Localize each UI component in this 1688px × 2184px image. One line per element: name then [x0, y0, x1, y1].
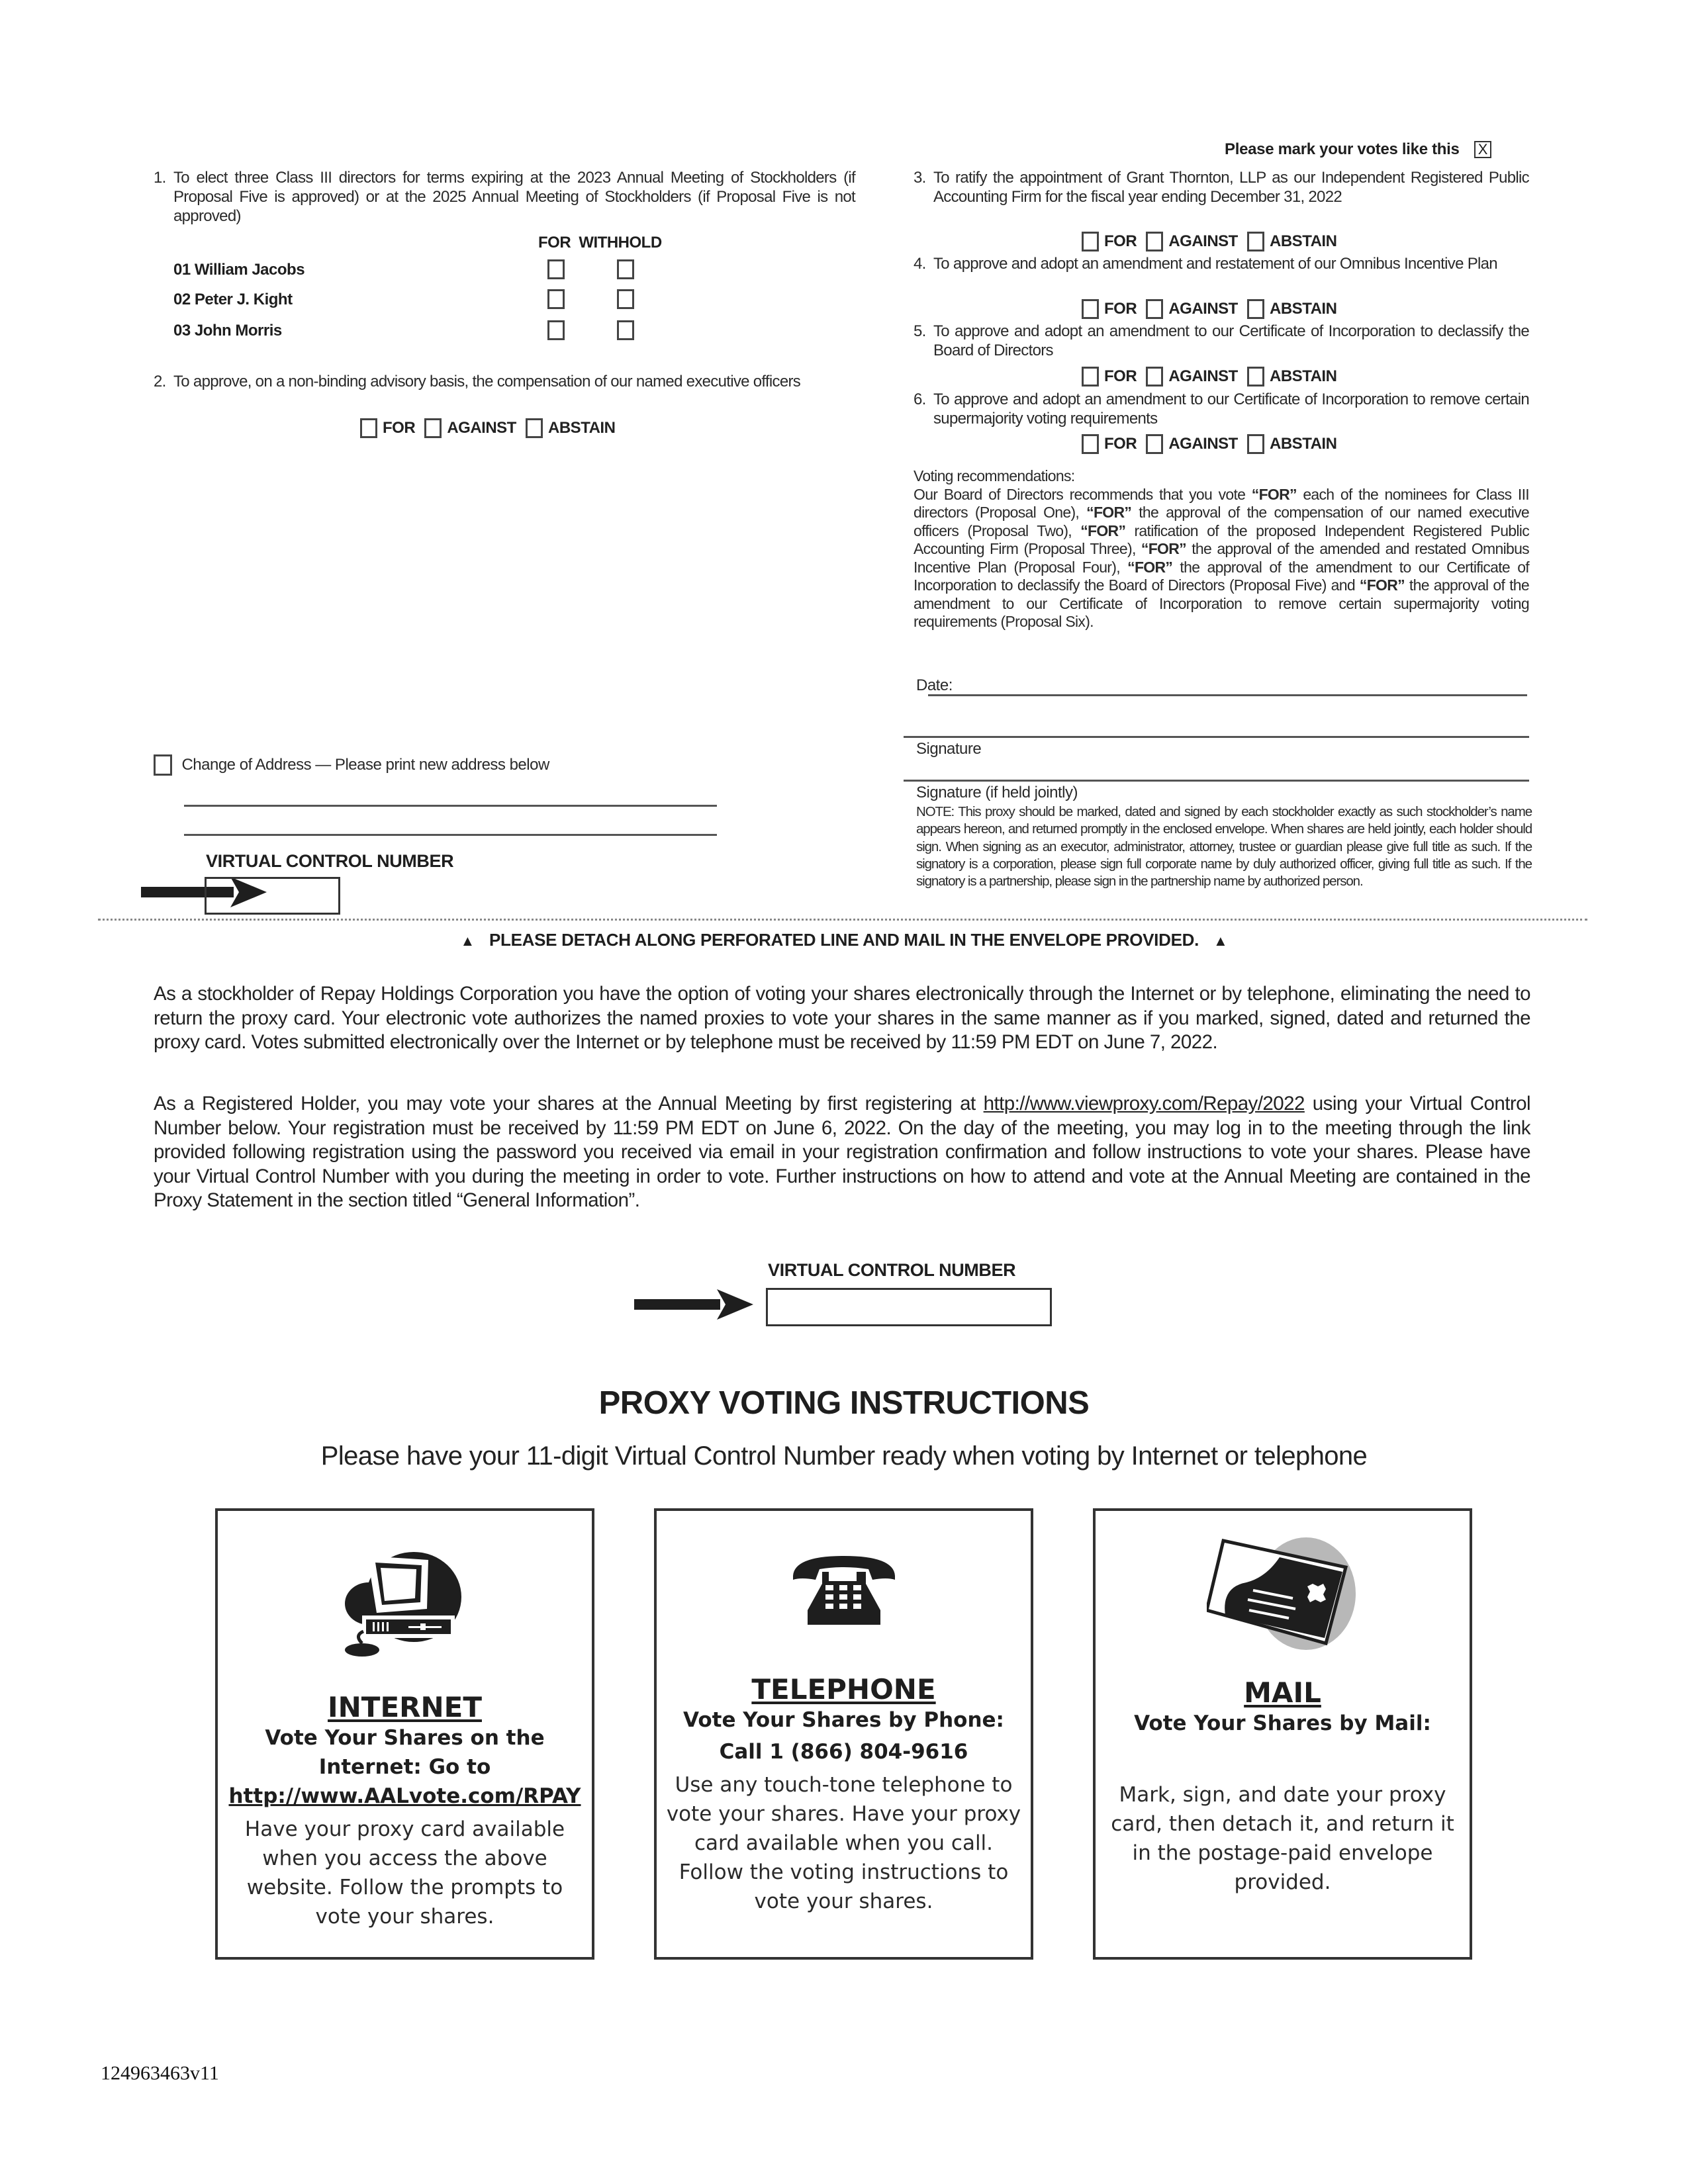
nominee-withhold-checkbox[interactable]: [617, 320, 634, 340]
proposal-text: To ratify the appointment of Grant Thornton, LLP as our Independent Registered Public Accounting Firm for the fiscal year ending December 31, 2022: [933, 169, 1529, 206]
date-label: Date:: [916, 676, 953, 694]
nominee-for-checkbox[interactable]: [547, 259, 565, 279]
nominee-label: 02 Peter J. Kight: [173, 291, 293, 308]
proposal-6: [914, 390, 1529, 428]
mail-envelope-icon: [1207, 1531, 1359, 1650]
info-paragraph-electronic-voting: As a stockholder of Repay Holdings Corporation you have the option of voting your shares electronically through the Internet or by telephone, eliminating the need to return the proxy card. Your electronic vote authorizes the named proxies to vote your shares in the same manner as if you marked, signed, dated and returned the proxy card. Votes submitted electronically over the Internet or by telephone must be received by 11:59 PM EDT on June 7, 2022.: [154, 983, 1530, 1053]
internet-subtitle: Vote Your Shares on the Internet: Go to: [265, 1726, 545, 1779]
proposal-2-vote-options: FOR AGAINST ABSTAIN: [357, 418, 618, 438]
vote-abstain-checkbox[interactable]: [526, 418, 543, 438]
column-withhold: WITHHOLD: [579, 234, 662, 251]
date-field[interactable]: [928, 694, 1527, 696]
mail-subtitle: Vote Your Shares by Mail:: [1134, 1711, 1431, 1735]
proposal-4-vote-options: FOR AGAINST ABSTAIN: [1079, 299, 1339, 319]
virtual-control-number-label: VIRTUAL CONTROL NUMBER: [206, 851, 454, 871]
proposal-text: To elect three Class III directors for terms expiring at the 2023 Annual Meeting of Stockholders (if Proposal Five is approved) or at the 2025 Annual Meeting of Stockholders (if Proposal Five is not approved): [173, 169, 855, 225]
vote-abstain-checkbox[interactable]: [1247, 367, 1264, 387]
voting-recommendations: [914, 467, 1529, 631]
virtual-control-number-label: VIRTUAL CONTROL NUMBER: [768, 1260, 1016, 1280]
detach-notice: [0, 930, 1688, 950]
telephone-icon: [788, 1551, 900, 1630]
nominee-withhold-checkbox[interactable]: [617, 289, 634, 309]
proposal-1-column-headers: [538, 234, 662, 252]
triangle-up-icon: ▲: [460, 933, 475, 949]
telephone-subtitle: Vote Your Shares by Phone:: [683, 1708, 1004, 1732]
proposal-1: [154, 168, 855, 226]
new-address-line-2[interactable]: [184, 834, 717, 836]
vote-against-checkbox[interactable]: [424, 418, 442, 438]
joint-signature-field[interactable]: [904, 780, 1529, 782]
internet-title: INTERNET: [328, 1691, 482, 1723]
aalvote-link[interactable]: http://www.AALvote.com/RPAY: [228, 1784, 581, 1808]
recommendations-heading: Voting recommendations:: [914, 467, 1075, 484]
nominee-for-checkbox[interactable]: [547, 289, 565, 309]
signature-label: Signature: [916, 740, 982, 758]
vote-against-checkbox[interactable]: [1146, 299, 1163, 319]
viewproxy-registration-link[interactable]: http://www.viewproxy.com/Repay/2022: [983, 1093, 1305, 1115]
proposal-number: 3.: [914, 169, 926, 187]
vote-abstain-checkbox[interactable]: [1247, 434, 1264, 454]
change-of-address-checkbox[interactable]: [154, 754, 172, 776]
telephone-voting-card: [654, 1508, 1033, 1960]
proposal-number: 4.: [914, 255, 926, 273]
internet-voting-card: [215, 1508, 594, 1960]
nominee-row: [173, 289, 703, 313]
proposal-text: To approve and adopt an amendment to our Certificate of Incorporation to declassify the Board of Directors: [933, 322, 1529, 359]
vote-against-checkbox[interactable]: [1146, 232, 1163, 251]
instructions-title: PROXY VOTING INSTRUCTIONS: [598, 1385, 1090, 1421]
proposal-4: [914, 254, 1529, 273]
proposal-3: [914, 168, 1529, 206]
vote-against-checkbox[interactable]: [1146, 434, 1163, 454]
mail-title: MAIL: [1244, 1676, 1321, 1709]
telephone-instructions: Use any touch-tone telephone to vote your shares. Have your proxy card available when you call. Follow the voting instructions to vote your shares.: [666, 1773, 1021, 1913]
nominee-withhold-checkbox[interactable]: [617, 259, 634, 279]
change-of-address: [154, 754, 549, 776]
proposal-text: To approve and adopt an amendment to our Certificate of Incorporation to remove certain supermajority voting requirements: [933, 390, 1529, 428]
virtual-control-number-box: [766, 1288, 1052, 1326]
signature-field[interactable]: [904, 736, 1529, 738]
vote-for-checkbox[interactable]: [1082, 434, 1099, 454]
new-address-line-1[interactable]: [184, 805, 717, 807]
document-id: 124963463v11: [101, 2062, 219, 2084]
telephone-title: TELEPHONE: [751, 1673, 936, 1706]
triangle-up-icon: ▲: [1213, 933, 1228, 949]
proposal-text: To approve and adopt an amendment and restatement of our Omnibus Incentive Plan: [933, 255, 1497, 273]
recommendations-text: Our Board of Directors recommends that you vote “FOR” each of the nominees for Class III directors (Proposal One), “FOR” the approval of the compensation of our named executive officers (Proposal Two), “FOR” ratification of the proposed Independent Registered Public Accounting Firm (Proposal Three), “FOR” the approval of the amended and restated Omnibus Incentive Plan (Proposal Four), “FOR” the approval of the amendment to our Certificate of Incorporation to declassify the Board of Directors (Proposal Five) and “FOR” the approval of the amendment to our Certificate of Incorporation to remove certain supermajority voting requirements (Proposal Six).: [914, 485, 1530, 630]
change-of-address-label: Change of Address — Please print new address below: [181, 756, 549, 774]
nominee-label: 01 William Jacobs: [173, 261, 305, 279]
joint-signature-label: Signature (if held jointly): [916, 784, 1078, 801]
vote-abstain-checkbox[interactable]: [1247, 299, 1264, 319]
mark-instruction-text: Please mark your votes like this: [1225, 140, 1460, 158]
vote-for-checkbox[interactable]: [1082, 232, 1099, 251]
proposal-2: [154, 372, 842, 391]
perforated-line: [98, 919, 1587, 921]
column-for: FOR: [538, 234, 571, 251]
detach-notice-text: PLEASE DETACH ALONG PERFORATED LINE AND MAIL IN THE ENVELOPE PROVIDED.: [489, 930, 1199, 950]
telephone-number[interactable]: Call 1 (866) 804-9616: [719, 1740, 968, 1764]
proposal-6-vote-options: FOR AGAINST ABSTAIN: [1079, 434, 1339, 454]
vote-abstain-checkbox[interactable]: [1247, 232, 1264, 251]
nominee-label: 03 John Morris: [173, 322, 282, 340]
vote-for-checkbox[interactable]: [360, 418, 377, 438]
vote-against-checkbox[interactable]: [1146, 367, 1163, 387]
proposal-number: 1.: [154, 169, 166, 187]
mail-voting-card: [1093, 1508, 1472, 1960]
proposal-number: 5.: [914, 322, 926, 340]
nominee-for-checkbox[interactable]: [547, 320, 565, 340]
proposal-5: [914, 322, 1529, 360]
proposal-3-vote-options: FOR AGAINST ABSTAIN: [1079, 232, 1339, 251]
proposal-text: To approve, on a non-binding advisory basis, the compensation of our named executive officers: [173, 373, 801, 390]
vote-for-checkbox[interactable]: [1082, 367, 1099, 387]
nominee-row: [173, 320, 703, 344]
proposal-number: 2.: [154, 373, 166, 390]
proposal-number: 6.: [914, 390, 926, 408]
computer-icon: [342, 1551, 468, 1657]
arrow-right-icon: [634, 1289, 753, 1320]
virtual-control-number-box: [205, 877, 340, 915]
mail-instructions: Mark, sign, and date your proxy card, then detach it, and return it in the postage-paid envelope provided.: [1111, 1783, 1454, 1894]
mark-instruction: [1225, 140, 1491, 159]
mark-example-x-icon: X: [1474, 141, 1491, 158]
nominee-row: [173, 259, 703, 283]
internet-instructions: Have your proxy card available when you access the above website. Follow the prompts to vote your shares.: [244, 1817, 565, 1929]
proposal-5-vote-options: FOR AGAINST ABSTAIN: [1079, 367, 1339, 387]
instructions-subtitle: Please have your 11-digit Virtual Control Number ready when voting by Internet or telephone: [320, 1441, 1368, 1471]
info-paragraph-registered-holder: As a Registered Holder, you may vote your shares at the Annual Meeting by first registering at http://www.viewproxy.com/Repay/2022 using your Virtual Control Number below. Your registration must be received by 11:59 PM EDT on June 6, 2022. On the day of the meeting, you may log in to the meeting through the link provided following registration using the password you received via email in your registration confirmation and follow instructions to vote your shares. Please have your Virtual Control Number with you during the meeting in order to vote. Further instructions on how to attend and vote at the Annual Meeting are contained in the Proxy Statement in the section titled “General Information”.: [154, 1093, 1530, 1211]
signature-note: NOTE: This proxy should be marked, dated and signed by each stockholder exactly as such stockholder’s name appears hereon, and returned promptly in the enclosed envelope. When shares are held jointly, each holder should sign. When signing as an executor, administrator, attorney, trustee or guardian please give full title as such. If the signatory is a corporation, please sign full corporate name by duly authorized officer, giving full title as such. If the signatory is a partnership, please sign in the partnership name by authorized person.: [916, 804, 1532, 889]
vote-for-checkbox[interactable]: [1082, 299, 1099, 319]
